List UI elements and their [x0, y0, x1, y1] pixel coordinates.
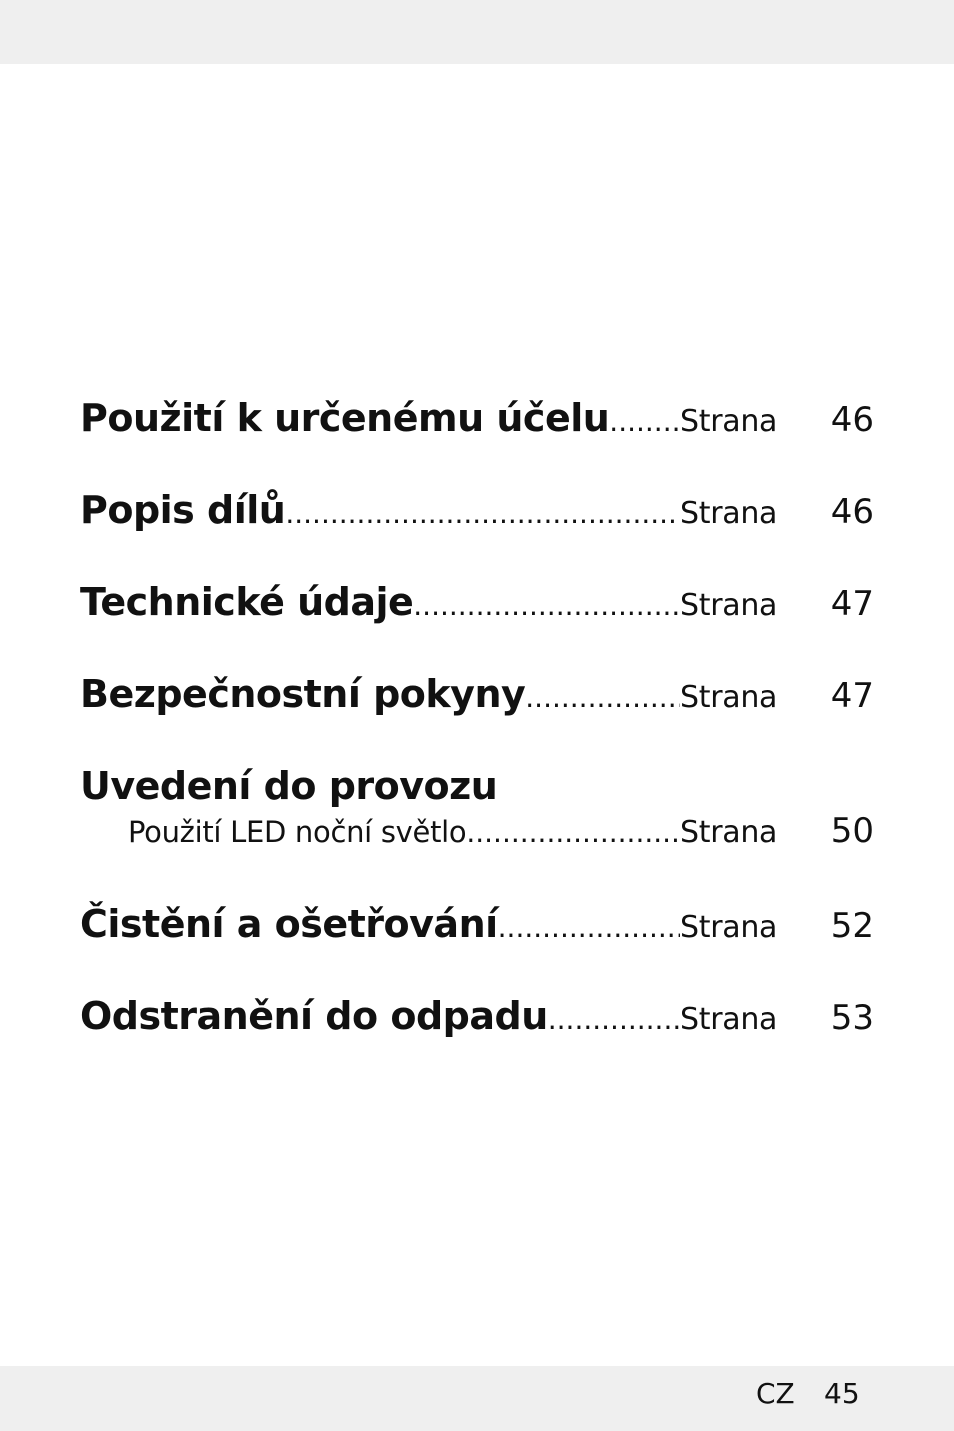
toc-leader-dots — [525, 678, 680, 718]
toc-section-heading — [80, 758, 874, 810]
header-band — [0, 0, 954, 64]
toc-page-label: Strana — [680, 404, 778, 439]
toc-entry[interactable] — [80, 574, 874, 630]
toc-leader-dots — [466, 813, 680, 853]
toc-entry[interactable] — [80, 896, 874, 952]
toc-page-label: Strana — [680, 588, 778, 623]
toc-leader-dots — [498, 908, 680, 948]
toc-leader-dots — [413, 586, 680, 626]
footer-band — [0, 1366, 954, 1431]
toc-page-label: Strana — [680, 910, 778, 945]
toc-page-label: Strana — [680, 680, 778, 715]
toc-leader-dots — [548, 1000, 680, 1040]
toc-entry[interactable] — [80, 988, 874, 1044]
toc-entry-title: Popis dílů — [80, 488, 286, 532]
footer-page-number: 45 — [824, 1377, 860, 1410]
toc-entry[interactable] — [80, 482, 874, 538]
toc-page-label: Strana — [680, 1002, 778, 1037]
toc-page-number: 47 — [830, 676, 874, 716]
toc-entry[interactable] — [80, 666, 874, 722]
toc-page-number: 46 — [830, 492, 874, 532]
toc-entry-title: Uvedení do provozu — [80, 764, 498, 808]
toc-entry-title: Čistění a ošetřování — [80, 902, 498, 946]
footer-language-code: CZ — [756, 1377, 795, 1410]
toc-entry-title: Bezpečnostní pokyny — [80, 672, 526, 716]
toc-page-number: 52 — [830, 906, 874, 946]
toc-entry[interactable] — [80, 390, 874, 446]
toc-entry-title: Technické údaje — [80, 580, 414, 624]
toc-leader-dots — [285, 494, 680, 534]
toc-entry-title: Použití k určenému účelu — [80, 396, 610, 440]
toc-page-label: Strana — [680, 815, 778, 850]
toc-subentry-title: Použití LED noční světlo — [128, 815, 467, 849]
toc-page-number: 47 — [830, 584, 874, 624]
toc-entry-title: Odstranění do odpadu — [80, 994, 548, 1038]
table-of-contents — [80, 390, 874, 1080]
toc-leader-dots — [609, 402, 680, 442]
toc-page-label: Strana — [680, 496, 778, 531]
toc-page-number: 46 — [830, 400, 874, 440]
toc-page-number: 50 — [830, 811, 874, 851]
toc-subentry[interactable] — [80, 810, 874, 854]
toc-page-number: 53 — [830, 998, 874, 1038]
